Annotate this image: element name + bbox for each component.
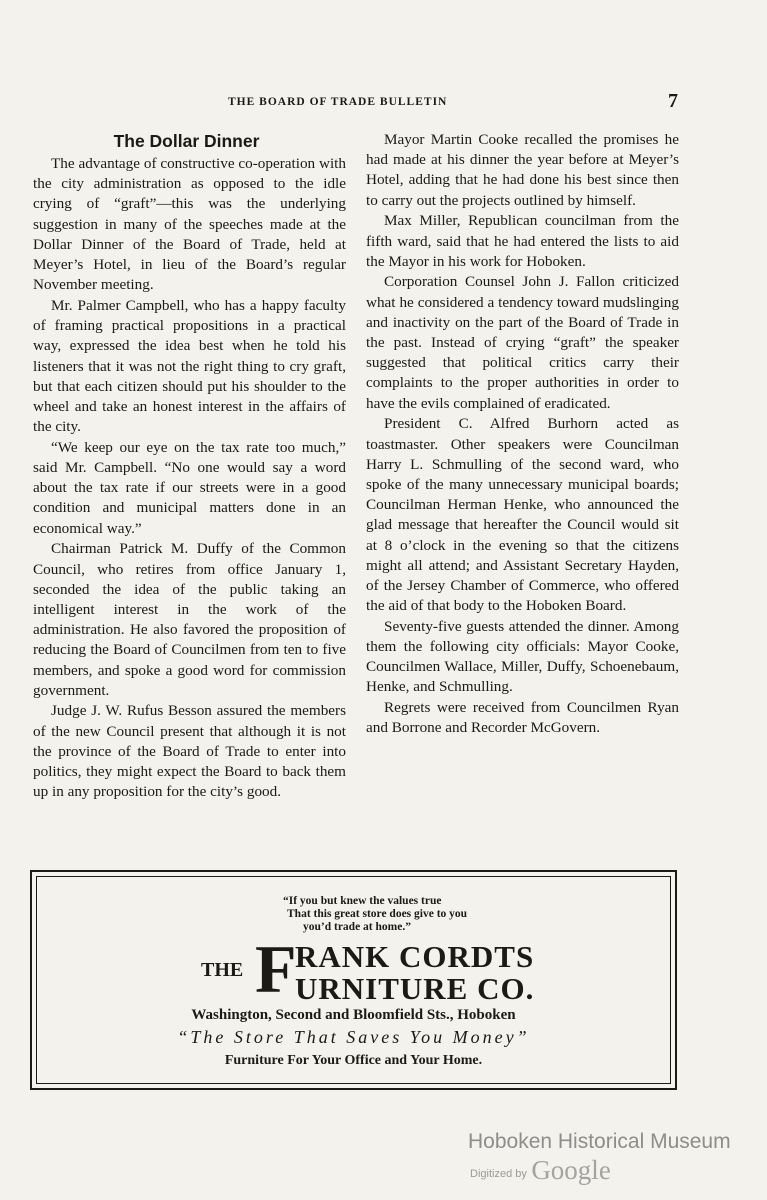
article-paragraph: Mr. Palmer Campbell, who has a happy faculty of framing practical propositions in a practical way, expressed the idea best when he told his listeners that it was not the right thing to cry graft, but that each citizen should put his shoulder to the wheel and take an honest interest in the affairs of the city.: [33, 296, 346, 436]
digitized-by-label: Digitized by: [470, 1168, 527, 1180]
museum-watermark: Hoboken Historical Museum: [468, 1130, 731, 1153]
page-number: 7: [668, 90, 678, 112]
ad-quote: [283, 895, 467, 934]
article-right-column: [366, 130, 679, 739]
ad-inner-border: [36, 876, 671, 1084]
ad-big-initial: F: [255, 931, 297, 1007]
article-paragraph: Seventy-five guests attended the dinner. Among them the following city officials: Mayor Cooke, Councilmen Wallace, Miller, Duffy, Schoenebaum, Henke, and Schmulling.: [366, 617, 679, 696]
ad-quote-line: “If you but knew the values true: [283, 895, 442, 907]
ad-company-name-line2: URNITURE CO.: [295, 971, 535, 1006]
article-paragraph: Corporation Counsel John J. Fallon criticized what he considered a tendency toward mudslinging and inactivity on the part of the Board of Trade in the past. Instead of crying “graft” the speaker suggested that political critics carry their complaints to the proper authorities in order to have the evils complained of eradicated.: [366, 273, 679, 412]
article-paragraph: The advantage of constructive co-operation with the city administration as opposed to the idle crying of “graft”—this was the underlying suggestion in many of the speeches made at the Dollar Dinner of the Board of Trade, held at Meyer’s Hotel, in lieu of the Board’s regular November meeting.: [33, 155, 346, 294]
ad-address: Washington, Second and Bloomfield Sts., Hoboken: [191, 1007, 516, 1023]
article-paragraph: Max Miller, Republican councilman from the fifth ward, said that he had entered the lists to aid the Mayor in his work for Hoboken.: [366, 212, 679, 270]
article-left-column: [33, 130, 346, 803]
running-title: THE BOARD OF TRADE BULLETIN: [228, 96, 448, 108]
furniture-advertisement: [30, 870, 677, 1090]
article-paragraph: President C. Alfred Burhorn acted as toastmaster. Other speakers were Councilman Harry L. Schmulling of the second ward, who spoke of the many unnecessary municipal boards; Councilman Herman Henke, who announced the glad message that hereafter the Council would sit at 8 o’clock in the evening so that the citizens might all attend; and Assistant Secretary Hayden, of the Jersey Chamber of Commerce, who offered the aid of that body to the Hoboken Board.: [366, 415, 679, 615]
ad-company-name-line1: RANK CORDTS: [295, 939, 535, 974]
article-paragraph: Chairman Patrick M. Duffy of the Common Council, who retires from office January 1, seconded the idea of the public taking an intelligent interest in the work of the administration. He also favored the proposition of reducing the Board of Councilmen from ten to five members, and spoke a good word for commission government.: [33, 540, 346, 699]
article-paragraph: Mayor Martin Cooke recalled the promises he had made at his dinner the year before at Meyer’s Hotel, adding that he had done his best since then to carry out the projects outlined by himself.: [366, 131, 679, 209]
article-paragraph: Judge J. W. Rufus Besson assured the members of the new Council present that although it is not the province of the Board of Trade to enter into politics, they might expect the Board to back them up in any proposition for the city’s good.: [33, 702, 346, 801]
page-header: [0, 92, 767, 114]
ad-quote-line: you’d trade at home.”: [303, 921, 411, 933]
ad-tagline: Furniture For Your Office and Your Home.: [224, 1053, 483, 1068]
article-paragraph: “We keep our eye on the tax rate too much,” said Mr. Campbell. “No one would say a word about the tax rate if our streets were in a good condition and municipal matters done in an economical way.”: [33, 438, 346, 537]
ad-slogan: “The Store That Saves You Money”: [177, 1027, 530, 1047]
digitized-by-watermark: [470, 1155, 611, 1185]
article-title: The Dollar Dinner: [113, 131, 260, 151]
article-paragraph: Regrets were received from Councilmen Ryan and Borrone and Recorder McGovern.: [366, 699, 679, 737]
google-logo: Google: [531, 1155, 611, 1185]
ad-quote-line: That this great store does give to you: [287, 908, 468, 920]
ad-the: THE: [201, 959, 244, 981]
